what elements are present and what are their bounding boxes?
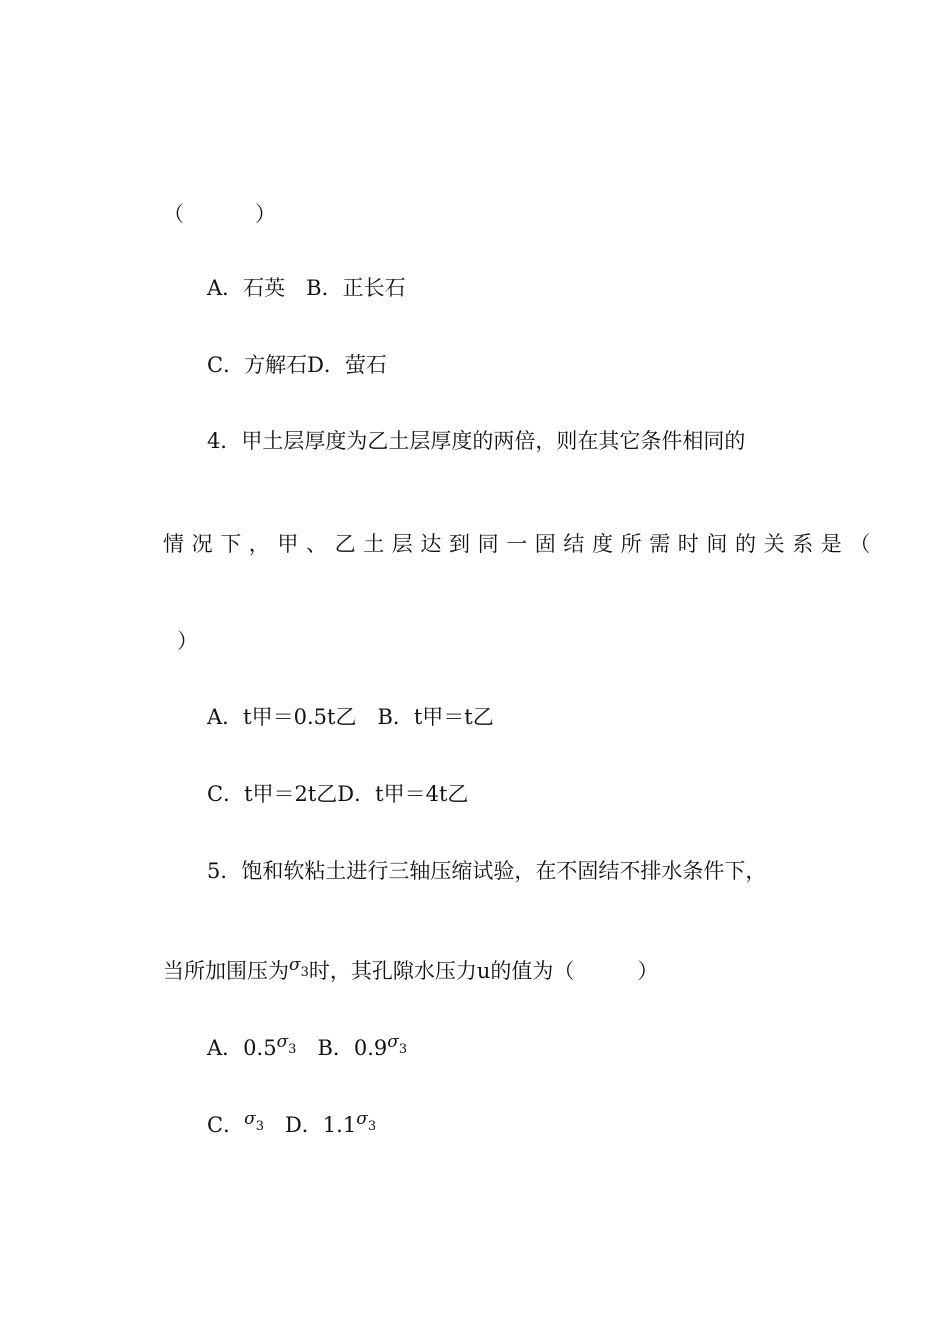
q3-paren: （ ） [163,202,278,226]
q5-stem-text-b: 时，其孔隙水压力u的值为（ ） [308,959,659,983]
sigma-subscript: 3 [398,1042,408,1057]
sigma-subscript: 3 [367,1119,377,1134]
sigma-symbol: σ [276,1032,289,1052]
q3-options-ab: A．石英 B．正长石 [207,276,406,300]
sigma-subscript: 3 [255,1119,264,1134]
q5-option-a: A．0.5 [207,1036,277,1060]
q4-stem-line2: 情况下，甲、乙土层达到同一固结度所需时间的关系是（ [163,532,878,556]
q5-stem-line1: 5．饱和软粘土进行三轴压缩试验，在不固结不排水条件下， [207,859,767,883]
sigma-symbol: σ [289,955,301,975]
q4-stem-line1: 4．甲土层厚度为乙土层厚度的两倍，则在其它条件相同的 [207,429,746,453]
q5-stem-line2 [163,957,658,989]
sigma-symbol: σ [244,1109,256,1129]
q5-option-d: D．1.1 [263,1113,357,1137]
sigma-symbol: σ [356,1109,368,1129]
q5-options-ab [207,1034,407,1066]
q5-stem-text-a: 当所加围压为 [163,959,289,983]
sigma-subscript: 3 [300,965,309,980]
q5-option-b: B．0.9 [296,1036,388,1060]
q5-option-c: C． [207,1113,245,1137]
q5-options-cd [207,1111,376,1143]
q4-options-cd: C．t甲＝2t乙D．t甲＝4t乙 [207,782,469,806]
q4-options-ab: A．t甲＝0.5t乙 B．t甲＝t乙 [207,705,494,729]
sigma-symbol: σ [387,1032,399,1052]
q3-options-cd: C．方解石D．萤石 [207,353,387,377]
sigma-subscript: 3 [288,1042,297,1057]
q4-stem-line3: ） [177,629,198,653]
